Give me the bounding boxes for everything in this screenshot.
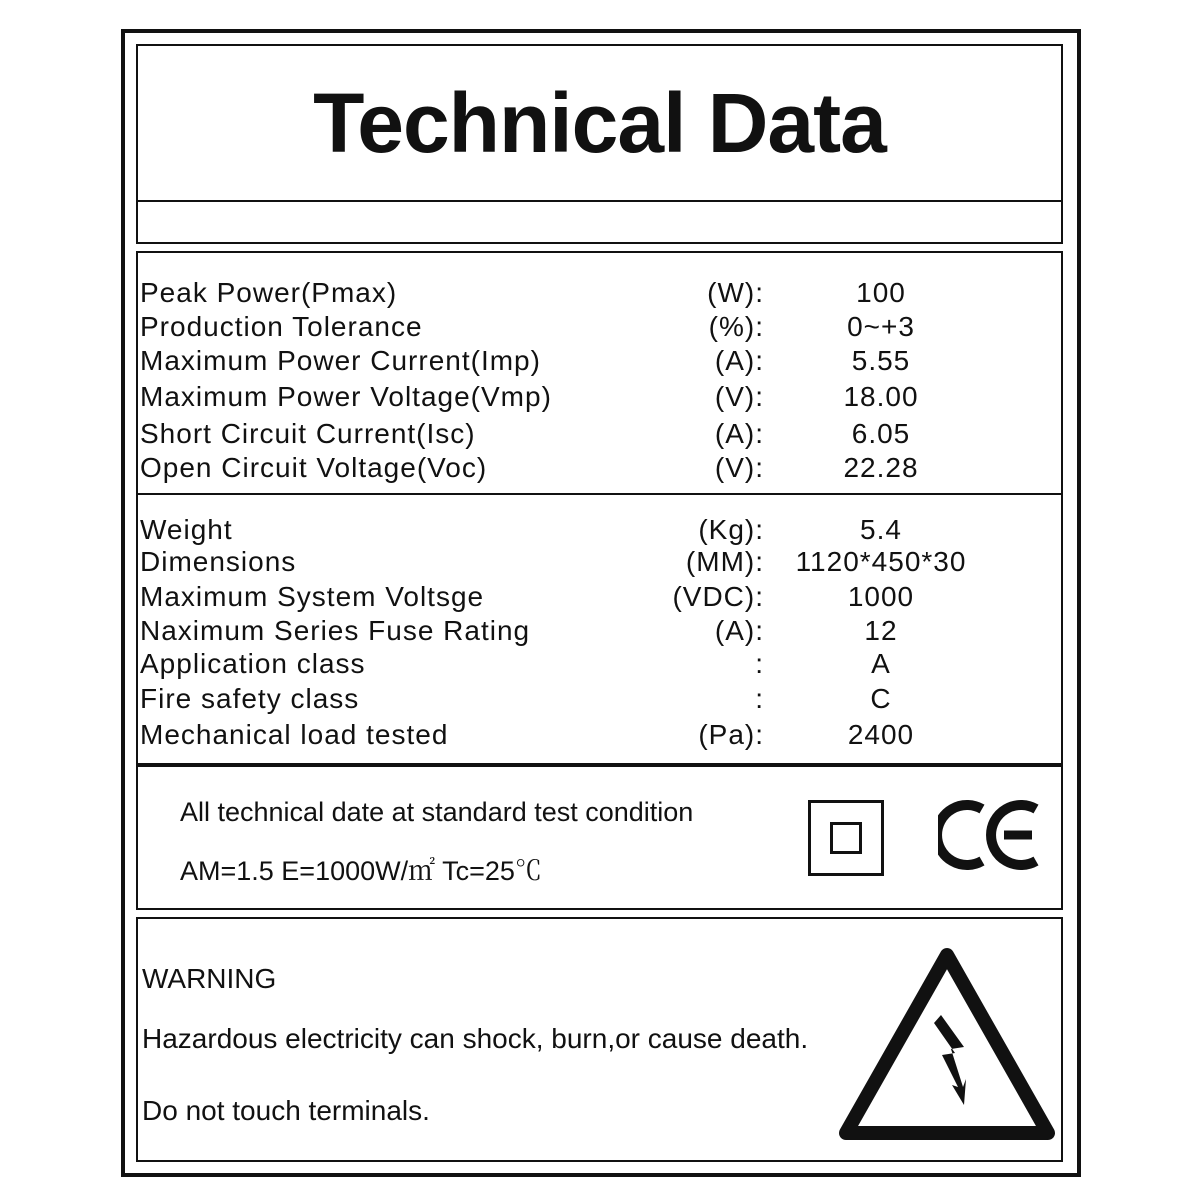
specs-divider [138,493,1061,495]
spec-row [138,381,1061,415]
spec-value: A [871,648,891,679]
spec-row [138,648,1061,682]
spec-label: Maximum Power Current(Imp) [140,345,541,376]
page-title: Technical Data [313,75,886,170]
spec-value: 1000 [847,581,915,612]
spec-label: Weight [140,514,233,545]
spec-unit: (%): [708,311,764,342]
spec-value: 5.55 [851,345,911,376]
spec-row [138,546,1061,580]
spec-unit: (Kg): [698,514,764,545]
warning-text: Do not touch terminals. [142,1095,430,1126]
spec-label: Open Circuit Voltage(Voc) [140,452,488,483]
spec-unit: (V): [714,452,764,483]
spec-value: 0~+3 [847,311,915,342]
spec-unit: (A): [714,418,764,449]
spec-label: Naximum Series Fuse Rating [140,615,531,646]
spec-row [138,277,1061,311]
spec-value: C [870,683,892,714]
spec-unit: (W): [707,277,764,308]
spec-unit: : [755,683,764,714]
spec-value: 5.4 [860,514,902,545]
spec-label: Application class [140,648,366,679]
spec-label: Fire safety class [140,683,360,714]
spec-value: 18.00 [843,381,919,412]
spec-value: 12 [864,615,898,646]
spec-label: Production Tolerance [140,311,423,342]
spec-unit: (VDC): [672,581,764,612]
spec-row [138,683,1061,717]
test-condition-note: All technical date at standard test condition [180,797,694,827]
title-divider [138,200,1061,202]
specs-section [136,251,1063,765]
double-square-icon [808,800,884,876]
spec-row [138,311,1061,345]
spec-label: Mechanical load tested [140,719,449,750]
spec-label: Peak Power(Pmax) [140,277,398,308]
spec-row [138,514,1061,548]
spec-label: Maximum System Voltsge [140,581,485,612]
warning-text: Hazardous electricity can shock, burn,or cause death. [142,1023,809,1054]
warning-heading: WARNING [142,963,277,994]
title-section [136,44,1063,244]
test-condition-values: AM=1.5 E=1000W/㎡ Tc=25℃ [180,856,542,886]
spec-value: 1120*450*30 [795,546,967,577]
ce-mark-icon [938,799,1042,871]
spec-row [138,581,1061,615]
spec-row [138,418,1061,452]
spec-unit: (Pa): [698,719,764,750]
spec-unit: : [755,648,764,679]
spec-unit: (V): [714,381,764,412]
spec-label: Dimensions [140,546,297,577]
spec-label: Short Circuit Current(Isc) [140,418,476,449]
spec-row [138,452,1061,486]
spec-unit: (A): [714,345,764,376]
spec-row [138,345,1061,379]
spec-unit: (MM): [685,546,764,577]
spec-value: 22.28 [843,452,919,483]
warning-section [136,917,1063,1162]
spec-unit: (A): [714,615,764,646]
spec-row [138,615,1061,649]
double-square-inner [830,822,862,854]
spec-label: Maximum Power Voltage(Vmp) [140,381,552,412]
test-conditions-section [136,765,1063,910]
spec-row [138,719,1061,753]
spec-value: 100 [856,277,906,308]
spec-value: 6.05 [851,418,911,449]
high-voltage-warning-icon [838,947,1056,1141]
spec-value: 2400 [847,719,915,750]
